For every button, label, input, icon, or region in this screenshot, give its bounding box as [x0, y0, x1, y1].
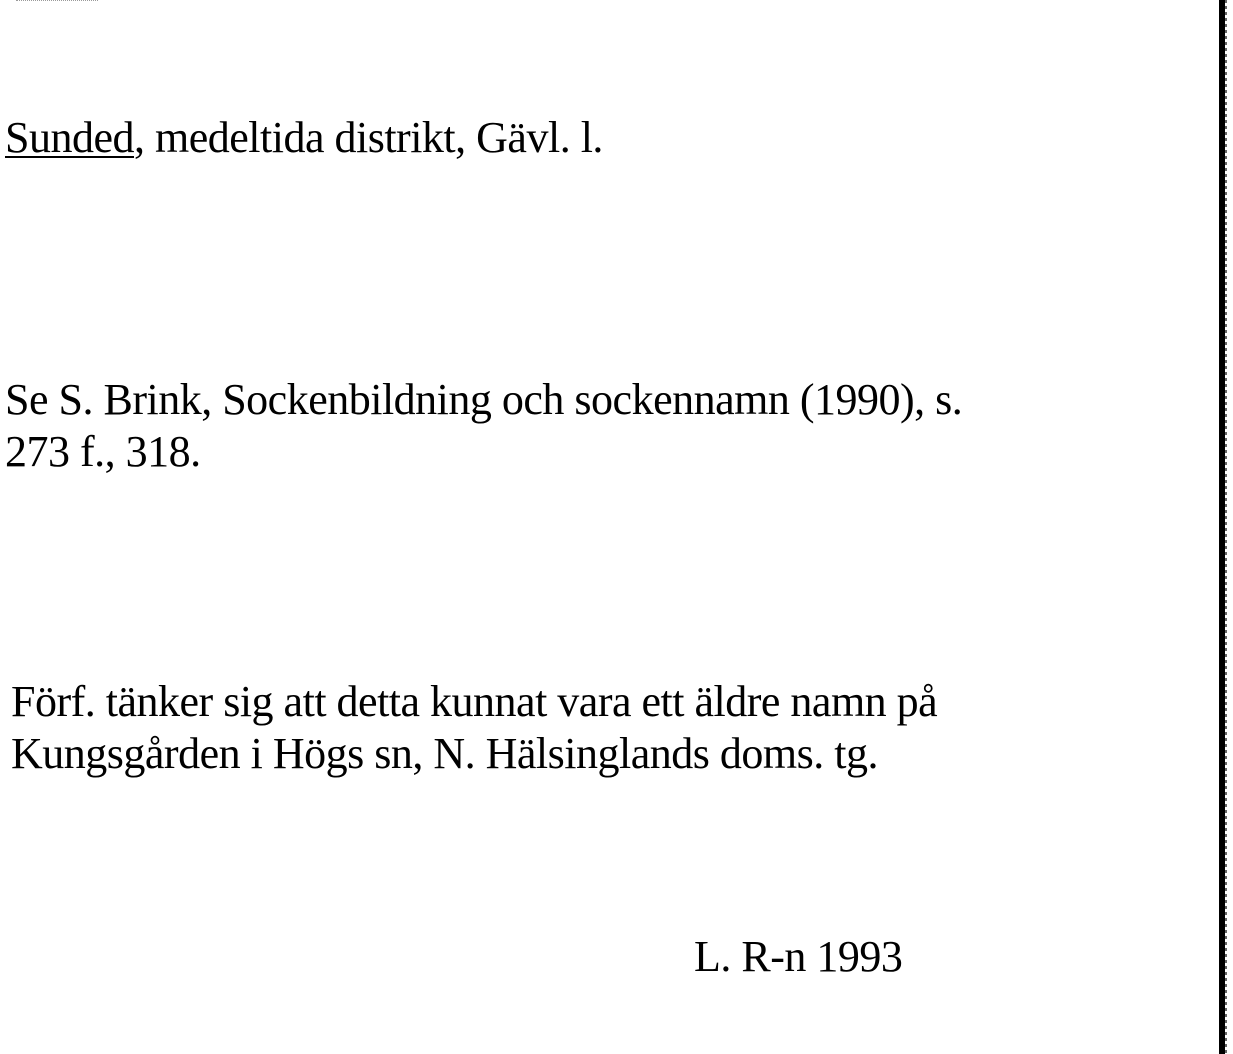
- note-line-1: Förf. tänker sig att detta kunnat vara ett äldre namn på: [11, 677, 938, 726]
- card-right-border-edge: [1225, 0, 1227, 1054]
- reference-line-1: Se S. Brink, Sockenbildning och sockennamn (1990), s.: [5, 375, 963, 424]
- entry-definition: , medeltida distrikt, Gävl. l.: [134, 113, 603, 162]
- scan-mark: [16, 0, 98, 3]
- headword: Sunded: [5, 113, 134, 162]
- signature: L. R-n 1993: [694, 932, 903, 981]
- note-line-2: Kungsgården i Högs sn, N. Hälsinglands doms. tg.: [11, 729, 878, 778]
- reference-line-2: 273 f., 318.: [5, 427, 201, 476]
- entry-heading: [5, 112, 603, 164]
- reference-paragraph: [5, 374, 962, 478]
- note-paragraph: [11, 676, 937, 780]
